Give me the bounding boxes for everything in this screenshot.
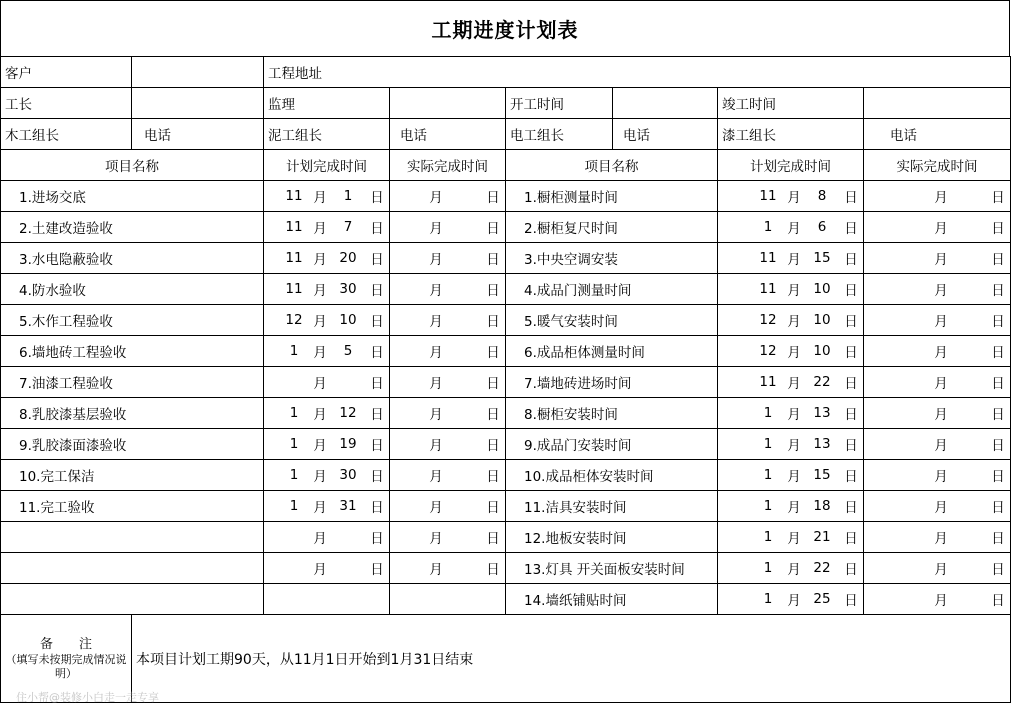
- day-unit: 日: [991, 531, 1005, 547]
- team-leads-row: [1, 119, 1011, 150]
- day-value: 25: [813, 591, 831, 607]
- month-value: 11: [759, 250, 777, 266]
- right-actual-date[interactable]: [864, 584, 1011, 615]
- left-item-name: 8.乳胶漆基层验收: [1, 398, 264, 429]
- month-unit: 月: [313, 469, 327, 485]
- day-unit: 日: [844, 593, 858, 609]
- month-value: 11: [759, 374, 777, 390]
- day-unit: 日: [370, 252, 384, 268]
- client-row: [1, 57, 1011, 88]
- left-item-name: 9.乳胶漆面漆验收: [1, 429, 264, 460]
- left-planned-date[interactable]: [264, 181, 390, 212]
- month-unit: 月: [429, 283, 443, 299]
- right-item-name: 11.洁具安装时间: [506, 491, 718, 522]
- day-unit: 日: [844, 345, 858, 361]
- month-unit: 月: [934, 438, 948, 454]
- right-planned-date[interactable]: [718, 398, 864, 429]
- day-unit: 日: [991, 314, 1005, 330]
- right-actual-date[interactable]: [864, 429, 1011, 460]
- right-planned-date[interactable]: [718, 522, 864, 553]
- left-item-name: 5.木作工程验收: [1, 305, 264, 336]
- left-actual-date[interactable]: [390, 243, 506, 274]
- day-value: 6: [817, 219, 827, 235]
- right-item-name: 6.成品柜体测量时间: [506, 336, 718, 367]
- month-value: 1: [763, 467, 773, 483]
- day-unit: 日: [844, 190, 858, 206]
- schedule-row: [1, 584, 1011, 615]
- month-unit: 月: [429, 500, 443, 516]
- month-value: 1: [763, 405, 773, 421]
- right-actual-header: 实际完成时间: [864, 150, 1011, 181]
- right-actual-date[interactable]: [864, 181, 1011, 212]
- day-value: 1: [343, 188, 353, 204]
- day-value: 13: [813, 405, 831, 421]
- month-unit: 月: [429, 252, 443, 268]
- day-unit: 日: [486, 407, 500, 423]
- month-unit: 月: [313, 531, 327, 547]
- month-unit: 月: [787, 314, 801, 330]
- left-actual-date[interactable]: [390, 491, 506, 522]
- left-planned-date[interactable]: [264, 398, 390, 429]
- month-unit: 月: [787, 221, 801, 237]
- day-value: 31: [339, 498, 357, 514]
- month-unit: 月: [313, 252, 327, 268]
- painter-lead-label: 漆工组长: [718, 119, 864, 150]
- month-unit: 月: [934, 469, 948, 485]
- day-value: 13: [813, 436, 831, 452]
- right-item-name: 7.墙地砖进场时间: [506, 367, 718, 398]
- month-value: 11: [285, 250, 303, 266]
- left-item-name: 4.防水验收: [1, 274, 264, 305]
- month-value: 1: [763, 436, 773, 452]
- right-planned-date[interactable]: [718, 274, 864, 305]
- month-value: 1: [289, 498, 299, 514]
- left-actual-date[interactable]: [390, 305, 506, 336]
- month-unit: 月: [313, 438, 327, 454]
- right-planned-date[interactable]: [718, 336, 864, 367]
- month-unit: 月: [934, 407, 948, 423]
- month-unit: 月: [934, 314, 948, 330]
- right-item-name: 9.成品门安装时间: [506, 429, 718, 460]
- right-actual-date[interactable]: [864, 305, 1011, 336]
- day-unit: 日: [991, 469, 1005, 485]
- month-unit: 月: [787, 190, 801, 206]
- day-value: 10: [813, 343, 831, 359]
- note-text[interactable]: 本项目计划工期90天，从11月1日开始到1月31日结束: [132, 615, 1011, 703]
- day-unit: 日: [370, 500, 384, 516]
- day-unit: 日: [486, 190, 500, 206]
- foreman-value[interactable]: [132, 88, 264, 119]
- day-unit: 日: [844, 221, 858, 237]
- client-label: 客户: [1, 57, 132, 88]
- month-unit: 月: [787, 283, 801, 299]
- right-actual-date[interactable]: [864, 336, 1011, 367]
- right-planned-date[interactable]: [718, 243, 864, 274]
- month-value: 11: [285, 188, 303, 204]
- left-item-name: 3.水电隐蔽验收: [1, 243, 264, 274]
- month-unit: 月: [934, 221, 948, 237]
- right-planned-header: 计划完成时间: [718, 150, 864, 181]
- schedule-row: [1, 336, 1011, 367]
- month-value: 11: [285, 219, 303, 235]
- schedule-row: [1, 243, 1011, 274]
- month-value: 12: [759, 343, 777, 359]
- month-value: 12: [759, 312, 777, 328]
- right-item-name: 1.橱柜测量时间: [506, 181, 718, 212]
- right-planned-date[interactable]: [718, 584, 864, 615]
- right-planned-date[interactable]: [718, 553, 864, 584]
- day-unit: 日: [991, 252, 1005, 268]
- day-unit: 日: [991, 345, 1005, 361]
- left-item-name: 2.土建改造验收: [1, 212, 264, 243]
- left-actual-date[interactable]: [390, 367, 506, 398]
- left-planned-date[interactable]: [264, 522, 390, 553]
- left-actual-header: 实际完成时间: [390, 150, 506, 181]
- right-planned-date[interactable]: [718, 429, 864, 460]
- day-value: 10: [339, 312, 357, 328]
- day-unit: 日: [486, 469, 500, 485]
- right-actual-date[interactable]: [864, 522, 1011, 553]
- month-unit: 月: [313, 221, 327, 237]
- month-unit: 月: [934, 500, 948, 516]
- month-value: 1: [763, 591, 773, 607]
- schedule-row: [1, 367, 1011, 398]
- left-planned-header: 计划完成时间: [264, 150, 390, 181]
- day-unit: 日: [370, 407, 384, 423]
- right-item-name: 14.墙纸铺贴时间: [506, 584, 718, 615]
- right-actual-date[interactable]: [864, 367, 1011, 398]
- right-actual-date[interactable]: [864, 212, 1011, 243]
- day-unit: 日: [370, 283, 384, 299]
- schedule-row: [1, 429, 1011, 460]
- month-value: 11: [759, 188, 777, 204]
- day-unit: 日: [370, 438, 384, 454]
- month-value: 1: [289, 343, 299, 359]
- day-unit: 日: [991, 407, 1005, 423]
- right-item-name: 12.地板安装时间: [506, 522, 718, 553]
- left-actual-date[interactable]: [390, 274, 506, 305]
- carpenter-phone-label: 电话: [132, 119, 264, 150]
- day-value: 12: [339, 405, 357, 421]
- day-value: 8: [817, 188, 827, 204]
- month-value: 1: [763, 560, 773, 576]
- left-planned-date[interactable]: [264, 305, 390, 336]
- month-unit: 月: [787, 469, 801, 485]
- month-unit: 月: [313, 314, 327, 330]
- month-value: 11: [285, 281, 303, 297]
- day-unit: 日: [991, 438, 1005, 454]
- month-value: 1: [763, 498, 773, 514]
- schedule-row: [1, 181, 1011, 212]
- month-unit: 月: [429, 469, 443, 485]
- start-time-value[interactable]: [613, 88, 718, 119]
- day-value: 22: [813, 374, 831, 390]
- schedule-row: [1, 274, 1011, 305]
- month-value: 1: [289, 467, 299, 483]
- carpenter-lead-label: 木工组长: [1, 119, 132, 150]
- day-unit: 日: [991, 221, 1005, 237]
- month-unit: 月: [313, 345, 327, 361]
- month-unit: 月: [787, 376, 801, 392]
- month-unit: 月: [429, 221, 443, 237]
- right-actual-date[interactable]: [864, 491, 1011, 522]
- mason-phone-label: 电话: [390, 119, 506, 150]
- left-item-header: 项目名称: [1, 150, 264, 181]
- electric-phone-label: 电话: [613, 119, 718, 150]
- month-unit: 月: [787, 562, 801, 578]
- day-unit: 日: [844, 438, 858, 454]
- month-unit: 月: [429, 190, 443, 206]
- day-unit: 日: [486, 531, 500, 547]
- day-unit: 日: [991, 593, 1005, 609]
- note-sublabel: （填写未按期完成情况说明）: [5, 652, 127, 680]
- day-value: 10: [813, 312, 831, 328]
- supervisor-value[interactable]: [390, 88, 506, 119]
- day-unit: 日: [991, 376, 1005, 392]
- month-unit: 月: [787, 345, 801, 361]
- day-unit: 日: [486, 283, 500, 299]
- schedule-row: [1, 491, 1011, 522]
- painter-phone-label: 电话: [864, 119, 1011, 150]
- left-planned-date[interactable]: [264, 243, 390, 274]
- month-unit: 月: [313, 500, 327, 516]
- day-unit: 日: [486, 252, 500, 268]
- right-planned-date[interactable]: [718, 305, 864, 336]
- column-header-row: [1, 150, 1011, 181]
- watermark: 住小帮@装修小白走一走专享: [16, 691, 159, 704]
- month-unit: 月: [313, 407, 327, 423]
- schedule-row: [1, 398, 1011, 429]
- left-planned-date[interactable]: [264, 584, 390, 615]
- month-unit: 月: [787, 531, 801, 547]
- left-item-name: 7.油漆工程验收: [1, 367, 264, 398]
- day-unit: 日: [991, 562, 1005, 578]
- month-unit: 月: [313, 190, 327, 206]
- month-unit: 月: [787, 438, 801, 454]
- day-unit: 日: [370, 345, 384, 361]
- month-unit: 月: [429, 531, 443, 547]
- month-unit: 月: [934, 593, 948, 609]
- start-time-label: 开工时间: [506, 88, 613, 119]
- day-value: 15: [813, 467, 831, 483]
- month-unit: 月: [429, 562, 443, 578]
- day-unit: 日: [486, 438, 500, 454]
- day-unit: 日: [370, 221, 384, 237]
- day-unit: 日: [844, 283, 858, 299]
- left-planned-date[interactable]: [264, 553, 390, 584]
- right-item-name: 8.橱柜安装时间: [506, 398, 718, 429]
- right-item-name: 13.灯具 开关面板安装时间: [506, 553, 718, 584]
- day-value: 18: [813, 498, 831, 514]
- right-actual-date[interactable]: [864, 460, 1011, 491]
- right-item-header: 项目名称: [506, 150, 718, 181]
- mason-lead-label: 泥工组长: [264, 119, 390, 150]
- left-item-name: 11.完工验收: [1, 491, 264, 522]
- right-planned-date[interactable]: [718, 491, 864, 522]
- month-unit: 月: [313, 283, 327, 299]
- left-item-name: 10.完工保洁: [1, 460, 264, 491]
- day-unit: 日: [370, 469, 384, 485]
- day-unit: 日: [486, 376, 500, 392]
- supervisor-label: 监理: [264, 88, 390, 119]
- left-item-name: [1, 522, 264, 553]
- left-item-name: 6.墙地砖工程验收: [1, 336, 264, 367]
- month-unit: 月: [787, 500, 801, 516]
- right-planned-date[interactable]: [718, 367, 864, 398]
- month-unit: 月: [429, 314, 443, 330]
- day-unit: 日: [370, 190, 384, 206]
- left-actual-date[interactable]: [390, 522, 506, 553]
- month-value: 1: [763, 529, 773, 545]
- left-planned-date[interactable]: [264, 274, 390, 305]
- left-actual-date[interactable]: [390, 181, 506, 212]
- left-actual-date[interactable]: [390, 336, 506, 367]
- day-unit: 日: [486, 221, 500, 237]
- month-unit: 月: [313, 376, 327, 392]
- left-planned-date[interactable]: [264, 491, 390, 522]
- month-unit: 月: [934, 283, 948, 299]
- day-unit: 日: [991, 190, 1005, 206]
- day-unit: 日: [844, 314, 858, 330]
- day-unit: 日: [486, 562, 500, 578]
- left-item-name: [1, 553, 264, 584]
- month-unit: 月: [934, 345, 948, 361]
- day-value: 30: [339, 281, 357, 297]
- electric-lead-label: 电工组长: [506, 119, 613, 150]
- left-actual-date[interactable]: [390, 212, 506, 243]
- day-value: 20: [339, 250, 357, 266]
- right-item-name: 2.橱柜复尺时间: [506, 212, 718, 243]
- day-value: 5: [343, 343, 353, 359]
- day-unit: 日: [370, 531, 384, 547]
- finish-time-value[interactable]: [864, 88, 1011, 119]
- foreman-row: [1, 88, 1011, 119]
- right-actual-date[interactable]: [864, 398, 1011, 429]
- day-unit: 日: [844, 500, 858, 516]
- month-unit: 月: [787, 252, 801, 268]
- left-item-name: 1.进场交底: [1, 181, 264, 212]
- day-unit: 日: [370, 562, 384, 578]
- day-value: 30: [339, 467, 357, 483]
- right-planned-date[interactable]: [718, 212, 864, 243]
- day-value: 10: [813, 281, 831, 297]
- month-unit: 月: [934, 252, 948, 268]
- month-unit: 月: [934, 190, 948, 206]
- day-unit: 日: [844, 469, 858, 485]
- schedule-row: [1, 460, 1011, 491]
- month-value: 1: [763, 219, 773, 235]
- left-actual-date[interactable]: [390, 460, 506, 491]
- schedule-table: [0, 56, 1011, 703]
- day-value: 15: [813, 250, 831, 266]
- note-label: 备 注: [39, 636, 92, 652]
- day-unit: 日: [844, 376, 858, 392]
- schedule-row: [1, 305, 1011, 336]
- right-planned-date[interactable]: [718, 181, 864, 212]
- right-item-name: 3.中央空调安装: [506, 243, 718, 274]
- left-planned-date[interactable]: [264, 367, 390, 398]
- month-unit: 月: [429, 345, 443, 361]
- month-unit: 月: [429, 407, 443, 423]
- month-unit: 月: [313, 562, 327, 578]
- right-item-name: 5.暖气安装时间: [506, 305, 718, 336]
- month-unit: 月: [787, 593, 801, 609]
- day-unit: 日: [844, 531, 858, 547]
- day-unit: 日: [991, 500, 1005, 516]
- month-unit: 月: [934, 562, 948, 578]
- month-unit: 月: [429, 438, 443, 454]
- day-unit: 日: [844, 407, 858, 423]
- page-title: 工期进度计划表: [0, 0, 1010, 56]
- right-actual-date[interactable]: [864, 243, 1011, 274]
- month-value: 11: [759, 281, 777, 297]
- day-unit: 日: [844, 252, 858, 268]
- month-unit: 月: [934, 376, 948, 392]
- left-actual-date[interactable]: [390, 553, 506, 584]
- client-value[interactable]: [132, 57, 264, 88]
- left-planned-date[interactable]: [264, 460, 390, 491]
- month-unit: 月: [787, 407, 801, 423]
- month-unit: 月: [429, 376, 443, 392]
- right-item-name: 4.成品门测量时间: [506, 274, 718, 305]
- finish-time-label: 竣工时间: [718, 88, 864, 119]
- foreman-label: 工长: [1, 88, 132, 119]
- day-unit: 日: [486, 314, 500, 330]
- left-actual-date[interactable]: [390, 429, 506, 460]
- schedule-row: [1, 522, 1011, 553]
- day-unit: 日: [486, 345, 500, 361]
- day-value: 19: [339, 436, 357, 452]
- left-planned-date[interactable]: [264, 429, 390, 460]
- right-actual-date[interactable]: [864, 553, 1011, 584]
- left-item-name: [1, 584, 264, 615]
- month-value: 1: [289, 405, 299, 421]
- day-value: 21: [813, 529, 831, 545]
- right-actual-date[interactable]: [864, 274, 1011, 305]
- schedule-row: [1, 553, 1011, 584]
- day-unit: 日: [844, 562, 858, 578]
- schedule-row: [1, 212, 1011, 243]
- month-unit: 月: [934, 531, 948, 547]
- left-actual-date[interactable]: [390, 398, 506, 429]
- month-value: 1: [289, 436, 299, 452]
- left-planned-date[interactable]: [264, 212, 390, 243]
- day-unit: 日: [991, 283, 1005, 299]
- day-value: 22: [813, 560, 831, 576]
- day-unit: 日: [370, 376, 384, 392]
- right-item-name: 10.成品柜体安装时间: [506, 460, 718, 491]
- day-unit: 日: [486, 500, 500, 516]
- day-value: 7: [343, 219, 353, 235]
- left-planned-date[interactable]: [264, 336, 390, 367]
- day-unit: 日: [370, 314, 384, 330]
- month-value: 12: [285, 312, 303, 328]
- left-actual-date[interactable]: [390, 584, 506, 615]
- right-planned-date[interactable]: [718, 460, 864, 491]
- address-label: 工程地址: [264, 57, 1011, 88]
